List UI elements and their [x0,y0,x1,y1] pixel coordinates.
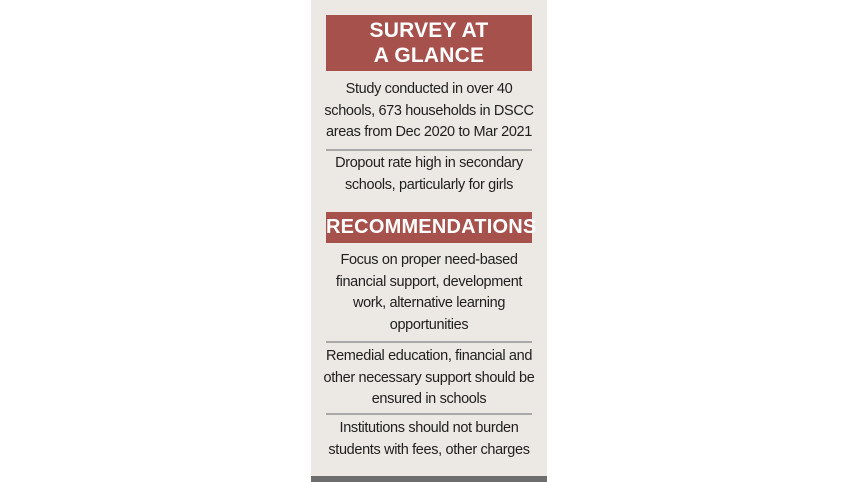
survey-heading-line-1: SURVEY AT [369,19,489,42]
recommendation-item-1: Focus on proper need-based financial support, development work, alternative learning opportunities [335,252,523,333]
survey-item-2: Dropout rate high in secondary schools, particularly for girls [335,155,523,193]
divider [326,341,532,343]
recommendations-heading-banner: RECOMMENDATIONS [326,212,532,243]
divider [326,413,532,415]
infobox-card [311,0,547,482]
survey-heading-line-2: A GLANCE [373,44,485,67]
survey-heading-banner [326,15,532,71]
recommendation-item-3: Institutions should not burden students with fees, other charges [328,420,530,458]
recommendation-item-2: Remedial education, financial and other necessary support should be ensured in schools [323,348,535,407]
divider [326,149,532,151]
survey-item-1: Study conducted in over 40 schools, 673 households in DSCC areas from Dec 2020 to Mar 2021 [324,81,534,140]
